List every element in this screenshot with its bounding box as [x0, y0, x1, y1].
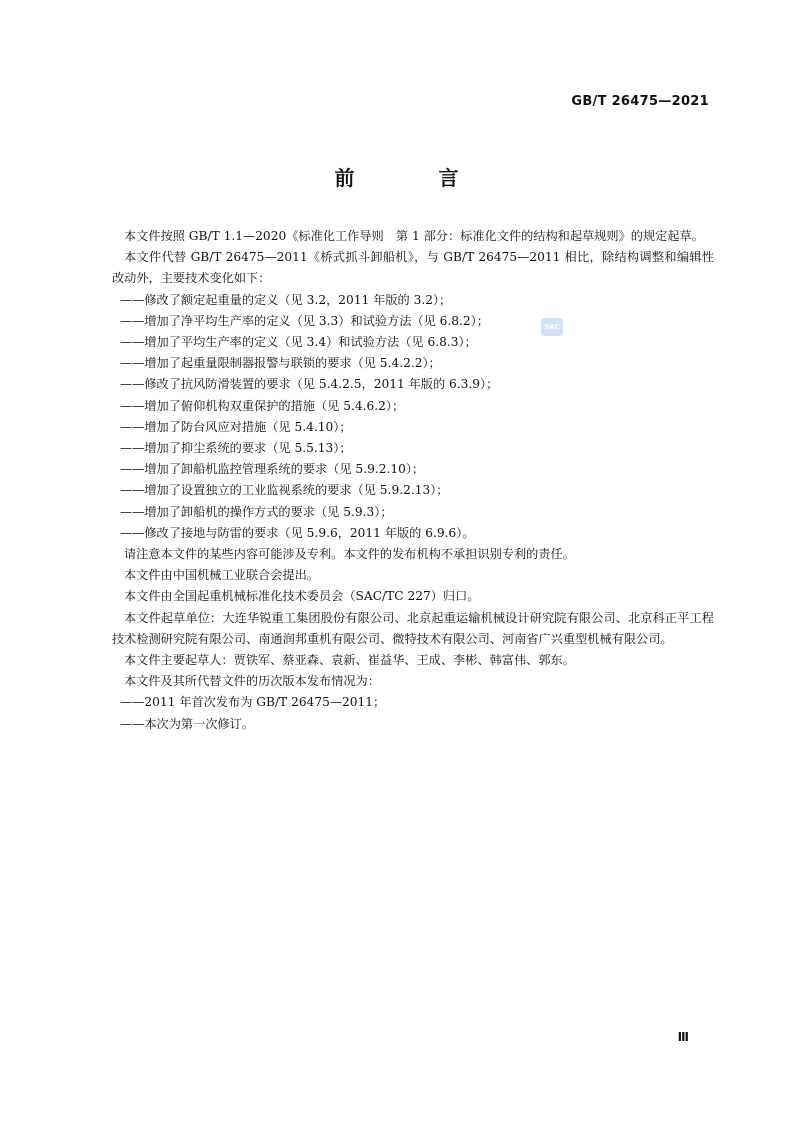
change-item: ——修改了额定起重量的定义（见 3.2，2011 年版的 3.2）； [120, 292, 452, 307]
history-intro: 本文件及其所代替文件的历次版本发布情况为： [124, 674, 380, 689]
drafters: 本文件主要起草人：贾铁军、蔡亚森、袁新、崔益华、王成、李彬、韩富伟、郭东。 [124, 653, 575, 668]
change-item: ——增加了卸船机的操作方式的要求（见 5.9.3）； [120, 504, 393, 519]
drafting-units: 本文件起草单位：大连华锐重工集团股份有限公司、北京起重运输机械设计研究院有限公司、北京科正平工程技术检测研究院有限公司、南通润邦重机有限公司、微特技术有限公司、河南省广兴重型机械有限公司。 [112, 610, 714, 646]
change-item: ——增加了平均生产率的定义（见 3.4）和试验方法（见 6.8.3）； [120, 335, 477, 350]
proposer-note: 本文件由中国机械工业联合会提出。 [124, 568, 319, 583]
change-item: ——增加了抑尘系统的要求（见 5.5.13）； [120, 441, 352, 456]
page-number: Ⅲ [677, 1030, 689, 1044]
change-item: ——增加了俯仰机构双重保护的措施（见 5.4.6.2）； [120, 398, 405, 413]
paragraph-drafting-rules: 本文件按照 GB/T 1.1—2020《标准化工作导则 第 1 部分：标准化文件的结构和起草规则》的规定起草。 [124, 229, 704, 243]
preface-body [112, 226, 714, 735]
sac-watermark-logo: SAC [541, 318, 563, 336]
page-title: 前 言 [334, 166, 491, 190]
history-item: ——本次为第一次修订。 [120, 716, 255, 731]
standard-number: GB/T 26475—2021 [571, 94, 709, 109]
change-item: ——增加了防台风应对措施（见 5.4.10）； [120, 419, 352, 434]
change-item: ——修改了抗风防滑装置的要求（见 5.4.2.5，2011 年版的 6.3.9）； [120, 377, 499, 392]
history-item: ——2011 年首次发布为 GB/T 26475—2011； [120, 695, 386, 710]
committee-note: 本文件由全国起重机械标准化技术委员会（SAC/TC 227）归口。 [124, 589, 480, 604]
patent-note: 请注意本文件的某些内容可能涉及专利。本文件的发布机构不承担识别专利的责任。 [124, 547, 575, 562]
change-item: ——增加了卸船机监控管理系统的要求（见 5.9.2.10）； [120, 462, 425, 477]
change-item: ——修改了接地与防雷的要求（见 5.9.6，2011 年版的 6.9.6）。 [120, 525, 475, 540]
change-item: ——增加了净平均生产率的定义（见 3.3）和试验方法（见 6.8.2）； [120, 313, 489, 328]
change-item: ——增加了设置独立的工业监视系统的要求（见 5.9.2.13）； [120, 483, 449, 498]
change-item: ——增加了起重量限制器报警与联锁的要求（见 5.4.2.2）； [120, 356, 441, 371]
paragraph-replacement: 本文件代替 GB/T 26475—2011《桥式抓斗卸船机》，与 GB/T 26475—2011 相比，除结构调整和编辑性改动外，主要技术变化如下： [112, 250, 714, 286]
